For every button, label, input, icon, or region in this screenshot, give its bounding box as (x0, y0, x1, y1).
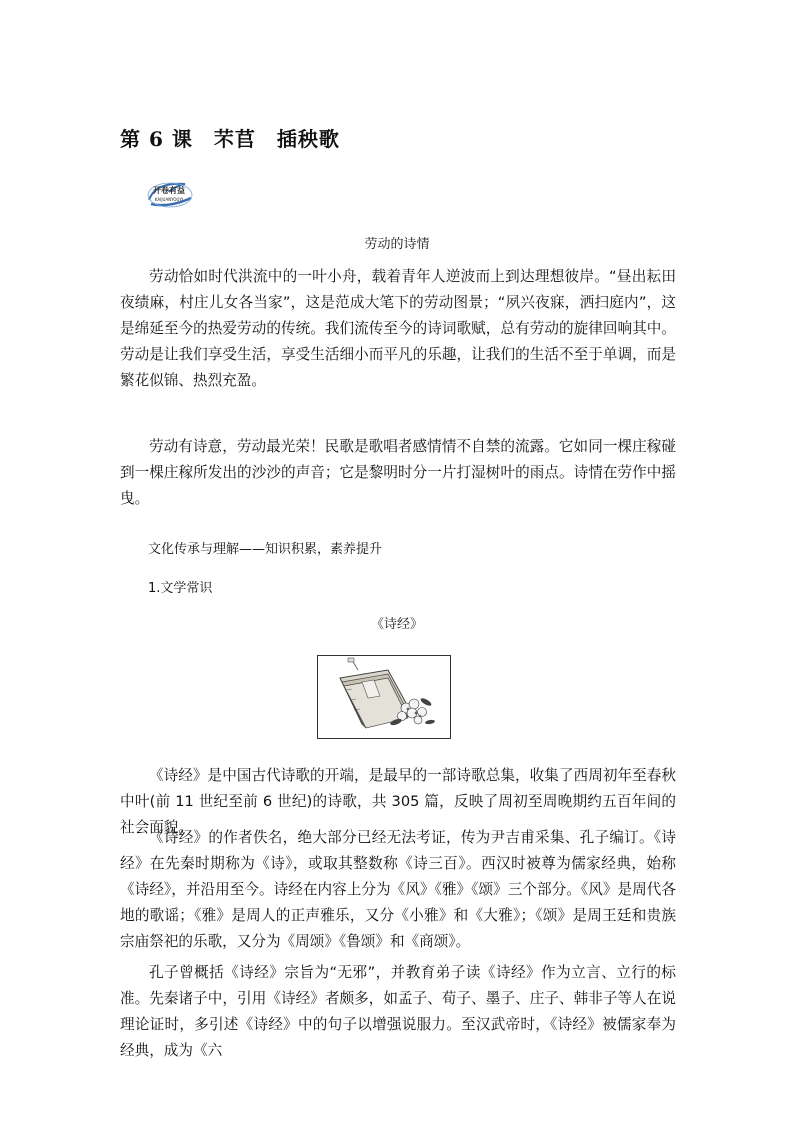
intro-paragraph-1: 劳动恰如时代洪流中的一叶小舟，载着青年人逆波而上到达理想彼岸。“昼出耘田夜绩麻，村庄儿女各当家”，这是范成大笔下的劳动图景；“夙兴夜寐，洒扫庭内”，这是绵延至今的热爱劳动的传统。我们流传至今的诗词歌赋，总有劳动的旋律回响其中。劳动是让我们享受生活，享受生活细小而平凡的乐趣，让我们的生活不至于单调，而是繁花似锦、热烈充盈。 (120, 268, 676, 389)
section-title: 文化传承与理解——知识积累，素养提升 (148, 542, 383, 557)
intro-paragraph-2: 劳动有诗意，劳动最光荣！民歌是歌唱者感情情不自禁的流露。它如同一棵庄稼碰到一棵庄稼所发出的沙沙的声音；它是黎明时分一片打湿树叶的雨点。诗情在劳作中摇曳。 (120, 438, 676, 507)
lesson-title: 第 6 课 芣苢 插秧歌 (120, 127, 340, 151)
kaijuan-youyi-badge (145, 178, 195, 212)
shijing-paragraph-2: 《诗经》的作者佚名，绝大部分已经无法考证，传为尹吉甫采集、孔子编订。《诗经》在先秦时期称为《诗》，或取其整数称《诗三百》。西汉时被尊为儒家经典，始称《诗经》，并沿用至今。诗经在内容上分为《风》《雅》《颂》三个部分。《风》是周代各地的歌谣；《雅》是周人的正声雅乐，又分《小雅》和《大雅》；《颂》是周王廷和贵族宗庙祭祀的乐歌，又分为《周颂》《鲁颂》和《商颂》。 (120, 829, 676, 950)
badge-sublabel: KAIJUANYOUYI (154, 197, 184, 202)
shijing-paragraph-1: 《诗经》是中国古代诗歌的开端，是最早的一部诗歌总集，收集了西周初年至春秋中叶(前 11 世纪至前 6 世纪)的诗歌，共 305 篇，反映了周初至周晚期约五百年间的社会面貌。 (120, 767, 676, 836)
book-title: 《诗经》 (370, 617, 423, 632)
shijing-book-illustration (317, 655, 451, 739)
badge-label: 开卷有益 (153, 186, 185, 195)
item-title-literary-knowledge: 1.文学常识 (148, 581, 213, 596)
shijing-paragraph-3: 孔子曾概括《诗经》宗旨为“无邪”，并教育弟子读《诗经》作为立言、立行的标准。先秦诸子中，引用《诗经》者颇多，如孟子、荀子、墨子、庄子、韩非子等人在说理论证时，多引述《诗经》中的句子以增强说服力。至汉武帝时，《诗经》被儒家奉为经典，成为《六 (120, 964, 676, 1059)
intro-heading: 劳动的诗情 (364, 237, 430, 252)
book-with-flowers-icon (318, 656, 450, 738)
